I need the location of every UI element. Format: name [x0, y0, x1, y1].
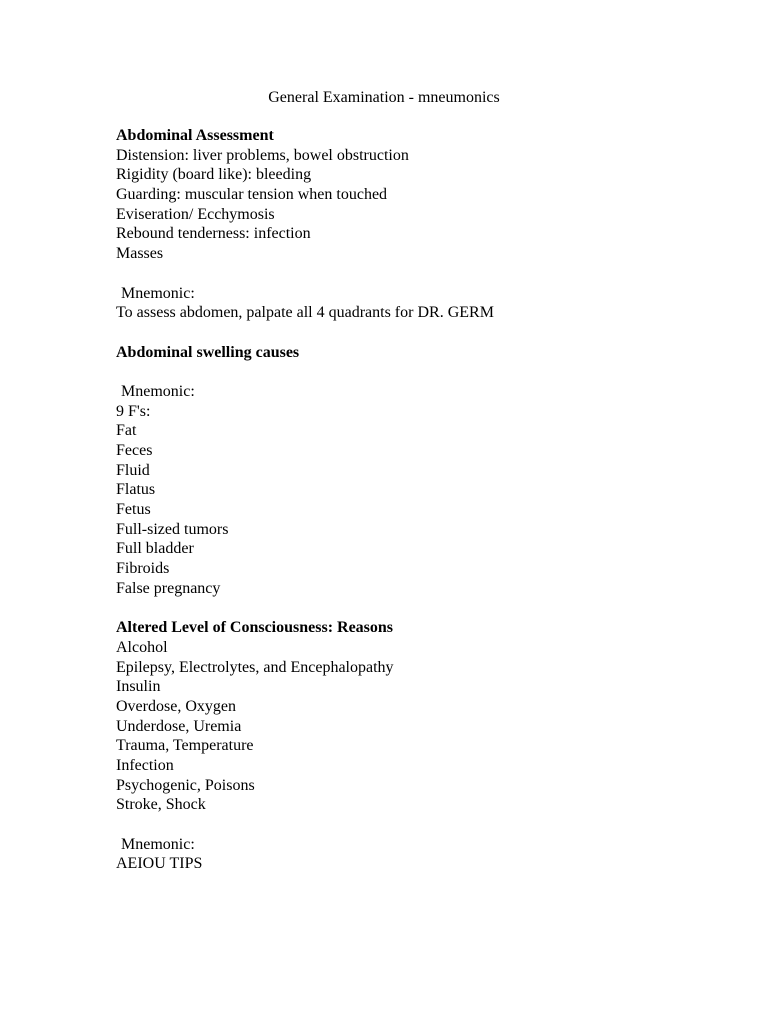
mnemonic-text: 9 F's: [116, 402, 151, 420]
list-item: Feces [116, 442, 153, 459]
section-heading: Altered Level of Consciousness: Reasons [116, 619, 394, 637]
list-item: Psychogenic, Poisons [116, 776, 255, 794]
blank-line [116, 599, 736, 619]
list-item: Alcohol [116, 638, 168, 656]
list-item: Infection [116, 757, 174, 774]
mnemonic-text: AEIOU TIPS [116, 855, 203, 873]
list-item: Fibroids [116, 560, 170, 578]
list-item: Rigidity (board like): bleeding [116, 166, 312, 184]
section-altered-consciousness [116, 618, 736, 874]
list-item: Underdose, Uremia [116, 717, 242, 735]
list-item: Eviseration/ Ecchymosis [116, 205, 275, 223]
blank-line [116, 323, 736, 343]
blank-line [116, 815, 736, 835]
list-item: Guarding: muscular tension when touched [116, 186, 388, 204]
list-item: Epilepsy, Electrolytes, and Encephalopathy [116, 658, 394, 676]
list-item: Full-sized tumors [116, 520, 229, 538]
list-item: Fluid [116, 461, 150, 479]
list-item: Stroke, Shock [116, 796, 206, 814]
section-heading: Abdominal Assessment [116, 127, 274, 144]
document-body [116, 126, 736, 874]
mnemonic-label: Mnemonic: [121, 284, 195, 302]
list-item: Full bladder [116, 540, 194, 558]
mnemonic-label: Mnemonic: [121, 382, 195, 400]
list-item: Rebound tenderness: infection [116, 225, 311, 243]
section-abdominal-swelling [116, 343, 736, 619]
list-item: False pregnancy [116, 579, 221, 597]
section-abdominal-assessment [116, 126, 736, 343]
mnemonic-label: Mnemonic: [121, 835, 195, 853]
list-item: Flatus [116, 481, 156, 499]
list-item: Fat [116, 422, 137, 440]
section-heading: Abdominal swelling causes [116, 343, 300, 361]
list-item: Trauma, Temperature [116, 737, 254, 755]
list-item: Overdose, Oxygen [116, 697, 236, 715]
mnemonic-text: To assess abdomen, palpate all 4 quadrants for DR. GERM [116, 304, 494, 322]
blank-line [116, 362, 736, 382]
blank-line [116, 264, 736, 284]
list-item: Fetus [116, 501, 151, 519]
list-item: Masses [116, 245, 164, 263]
document-title: General Examination - mneumonics [268, 89, 500, 106]
list-item: Insulin [116, 678, 161, 696]
list-item: Distension: liver problems, bowel obstruction [116, 146, 409, 164]
